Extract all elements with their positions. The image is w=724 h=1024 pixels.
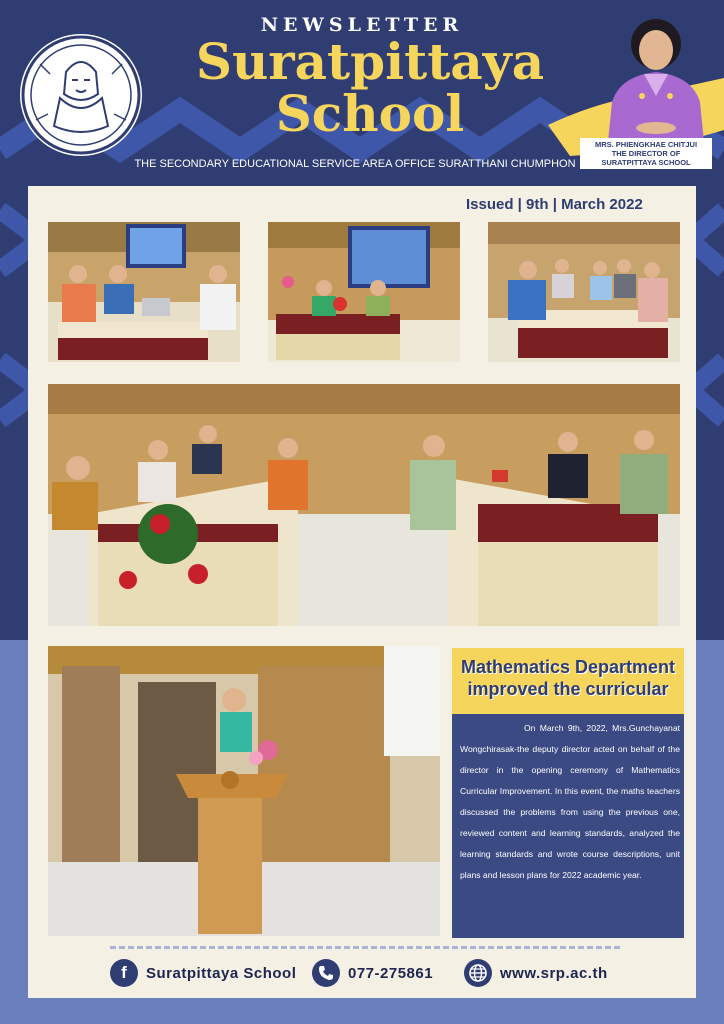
photo-meeting-2 bbox=[268, 222, 460, 362]
newsletter-label: NEWSLETTER bbox=[260, 14, 464, 36]
school-title-line1: Suratpittaya bbox=[195, 32, 545, 91]
director-school: SURATPITTAYA SCHOOL bbox=[601, 158, 691, 167]
article-headline bbox=[452, 656, 684, 700]
director-caption bbox=[580, 138, 712, 169]
facebook-icon: f bbox=[110, 959, 138, 987]
school-title bbox=[150, 32, 590, 143]
school-title-line2: School bbox=[275, 84, 465, 143]
photo-meeting-3 bbox=[488, 222, 680, 362]
website-contact[interactable] bbox=[464, 958, 608, 988]
photo-meeting-1 bbox=[48, 222, 240, 362]
article-body: On March 9th, 2022, Mrs.Gunchayanat Wongchirasak-the deputy director acted on behalf of the director in the opening ceremony of Mathematics Curricular Improvement. In this event, the maths teachers discussed the problems from using the previous one, reviewed content and learning standards, analyzed the learning standards and wrote course descriptions, unit plans and lesson plans for 2022 academic year. bbox=[460, 723, 680, 880]
phone-number: 077-275861 bbox=[348, 964, 434, 982]
director-portrait bbox=[604, 10, 708, 142]
website-url: www.srp.ac.th bbox=[500, 964, 608, 982]
photo-meeting-room-wide bbox=[48, 384, 680, 626]
headline-line1: Mathematics Department bbox=[460, 657, 676, 677]
phone-contact[interactable] bbox=[312, 958, 433, 988]
headline-line2: improved the curricular bbox=[467, 679, 669, 699]
office-subtitle: THE SECONDARY EDUCATIONAL SERVICE AREA OFFICE SURATTHANI CHUMPHON bbox=[134, 158, 576, 170]
globe-icon bbox=[464, 959, 492, 987]
facebook-contact[interactable] bbox=[110, 958, 296, 988]
school-seal-logo bbox=[20, 34, 142, 156]
facebook-name: Suratpittaya School bbox=[146, 964, 297, 982]
issue-date: Issued | 9th | March 2022 bbox=[466, 196, 643, 213]
phone-icon bbox=[312, 959, 340, 987]
director-title: THE DIRECTOR OF bbox=[611, 149, 681, 158]
director-name: MRS. PHIENGKHAE CHITJUI bbox=[594, 140, 698, 149]
footer-divider bbox=[110, 946, 620, 949]
photo-opening-ceremony bbox=[48, 646, 440, 936]
